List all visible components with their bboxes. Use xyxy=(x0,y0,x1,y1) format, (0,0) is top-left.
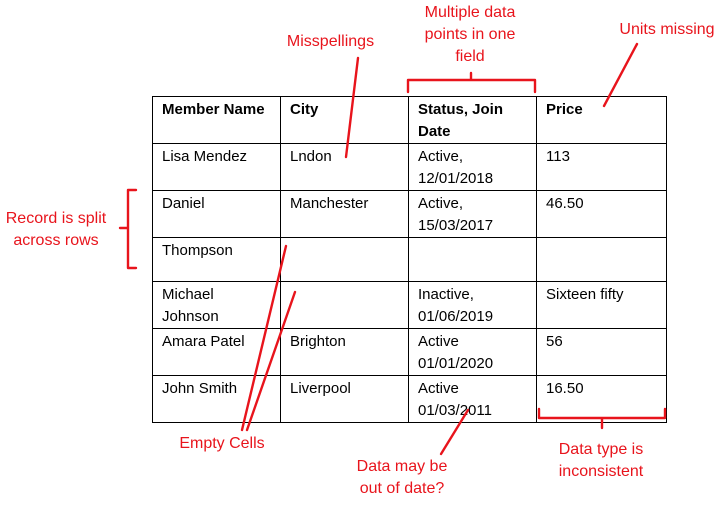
header-member-name: Member Name xyxy=(153,97,281,144)
cell-price: 113 xyxy=(537,144,667,191)
header-price: Price xyxy=(537,97,667,144)
cell-price: 46.50 xyxy=(537,191,667,238)
units-missing-pointer xyxy=(604,44,637,106)
cell-price: Sixteen fifty xyxy=(537,282,667,329)
cell-city: Manchester xyxy=(281,191,409,238)
cell-member-name: Amara Patel xyxy=(153,329,281,376)
cell-price: 16.50 xyxy=(537,376,667,423)
annotation-out-of-date: Data may be out of date? xyxy=(356,458,448,497)
header-status-join-date: Status, Join Date xyxy=(409,97,537,144)
cell-member-name: Michael Johnson xyxy=(153,282,281,329)
cell-member-name: John Smith xyxy=(153,376,281,423)
cell-price: 56 xyxy=(537,329,667,376)
cell-member-name: Thompson xyxy=(153,238,281,282)
misspellings-pointer xyxy=(346,58,358,157)
cell-member-name: Lisa Mendez xyxy=(153,144,281,191)
annotation-record-split: Record is split across rows xyxy=(5,210,107,249)
cell-status-join-date: Active, 15/03/2017 xyxy=(409,191,537,238)
annotation-multiple-data-points: Multiple data points in one field xyxy=(424,4,516,65)
cell-member-name: Daniel xyxy=(153,191,281,238)
data-type-bracket xyxy=(539,409,665,428)
annotation-units-missing: Units missing xyxy=(619,21,715,38)
annotation-misspellings: Misspellings xyxy=(286,33,375,50)
cell-city: Brighton xyxy=(281,329,409,376)
cell-status-join-date: Active, 12/01/2018 xyxy=(409,144,537,191)
record-split-bracket xyxy=(120,190,136,268)
cell-status-join-date: Active 01/03/2011 xyxy=(409,376,537,423)
cell-city: Liverpool xyxy=(281,376,409,423)
cell-city: Lndon xyxy=(281,144,409,191)
annotation-empty-cells: Empty Cells xyxy=(179,435,265,452)
out-of-date-pointer xyxy=(441,410,468,454)
cell-status-join-date: Inactive, 01/06/2019 xyxy=(409,282,537,329)
multiple-data-points-bracket xyxy=(408,73,535,92)
cell-status-join-date: Active 01/01/2020 xyxy=(409,329,537,376)
header-city: City xyxy=(281,97,409,144)
annotation-data-type-inconsistent: Data type is inconsistent xyxy=(558,441,644,480)
